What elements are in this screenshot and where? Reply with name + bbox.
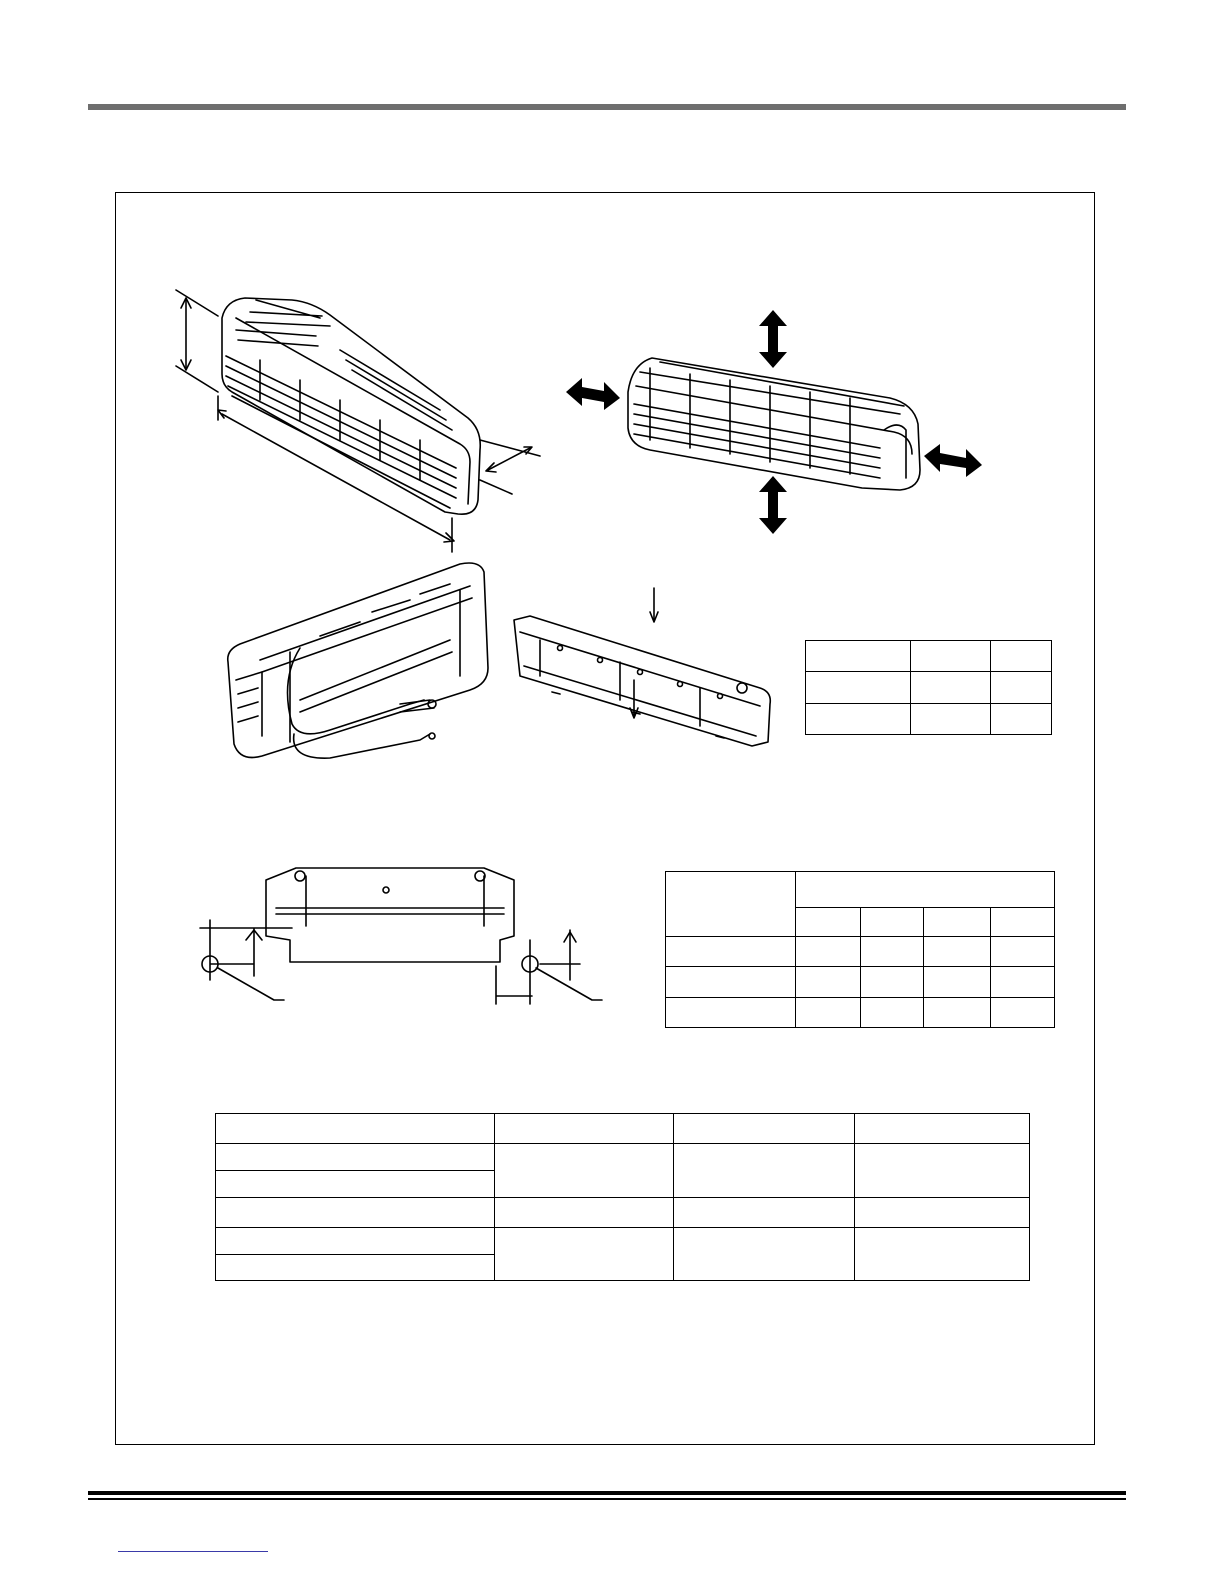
plate-hole-position-drawing (200, 868, 602, 1004)
clearance-arrows-drawing (628, 358, 920, 490)
installation-plate-drawing (514, 588, 770, 746)
spec-table-hole-position (665, 871, 1055, 1028)
spec-table-small (805, 640, 1052, 735)
footer-link-underline[interactable] (118, 1551, 268, 1552)
footer-rule (88, 1491, 1126, 1495)
footer-rule-thin (88, 1498, 1126, 1500)
indoor-unit-drawing (176, 290, 540, 552)
unit-rear-piping-drawing (228, 563, 488, 758)
spec-table-bottom (215, 1113, 1030, 1281)
